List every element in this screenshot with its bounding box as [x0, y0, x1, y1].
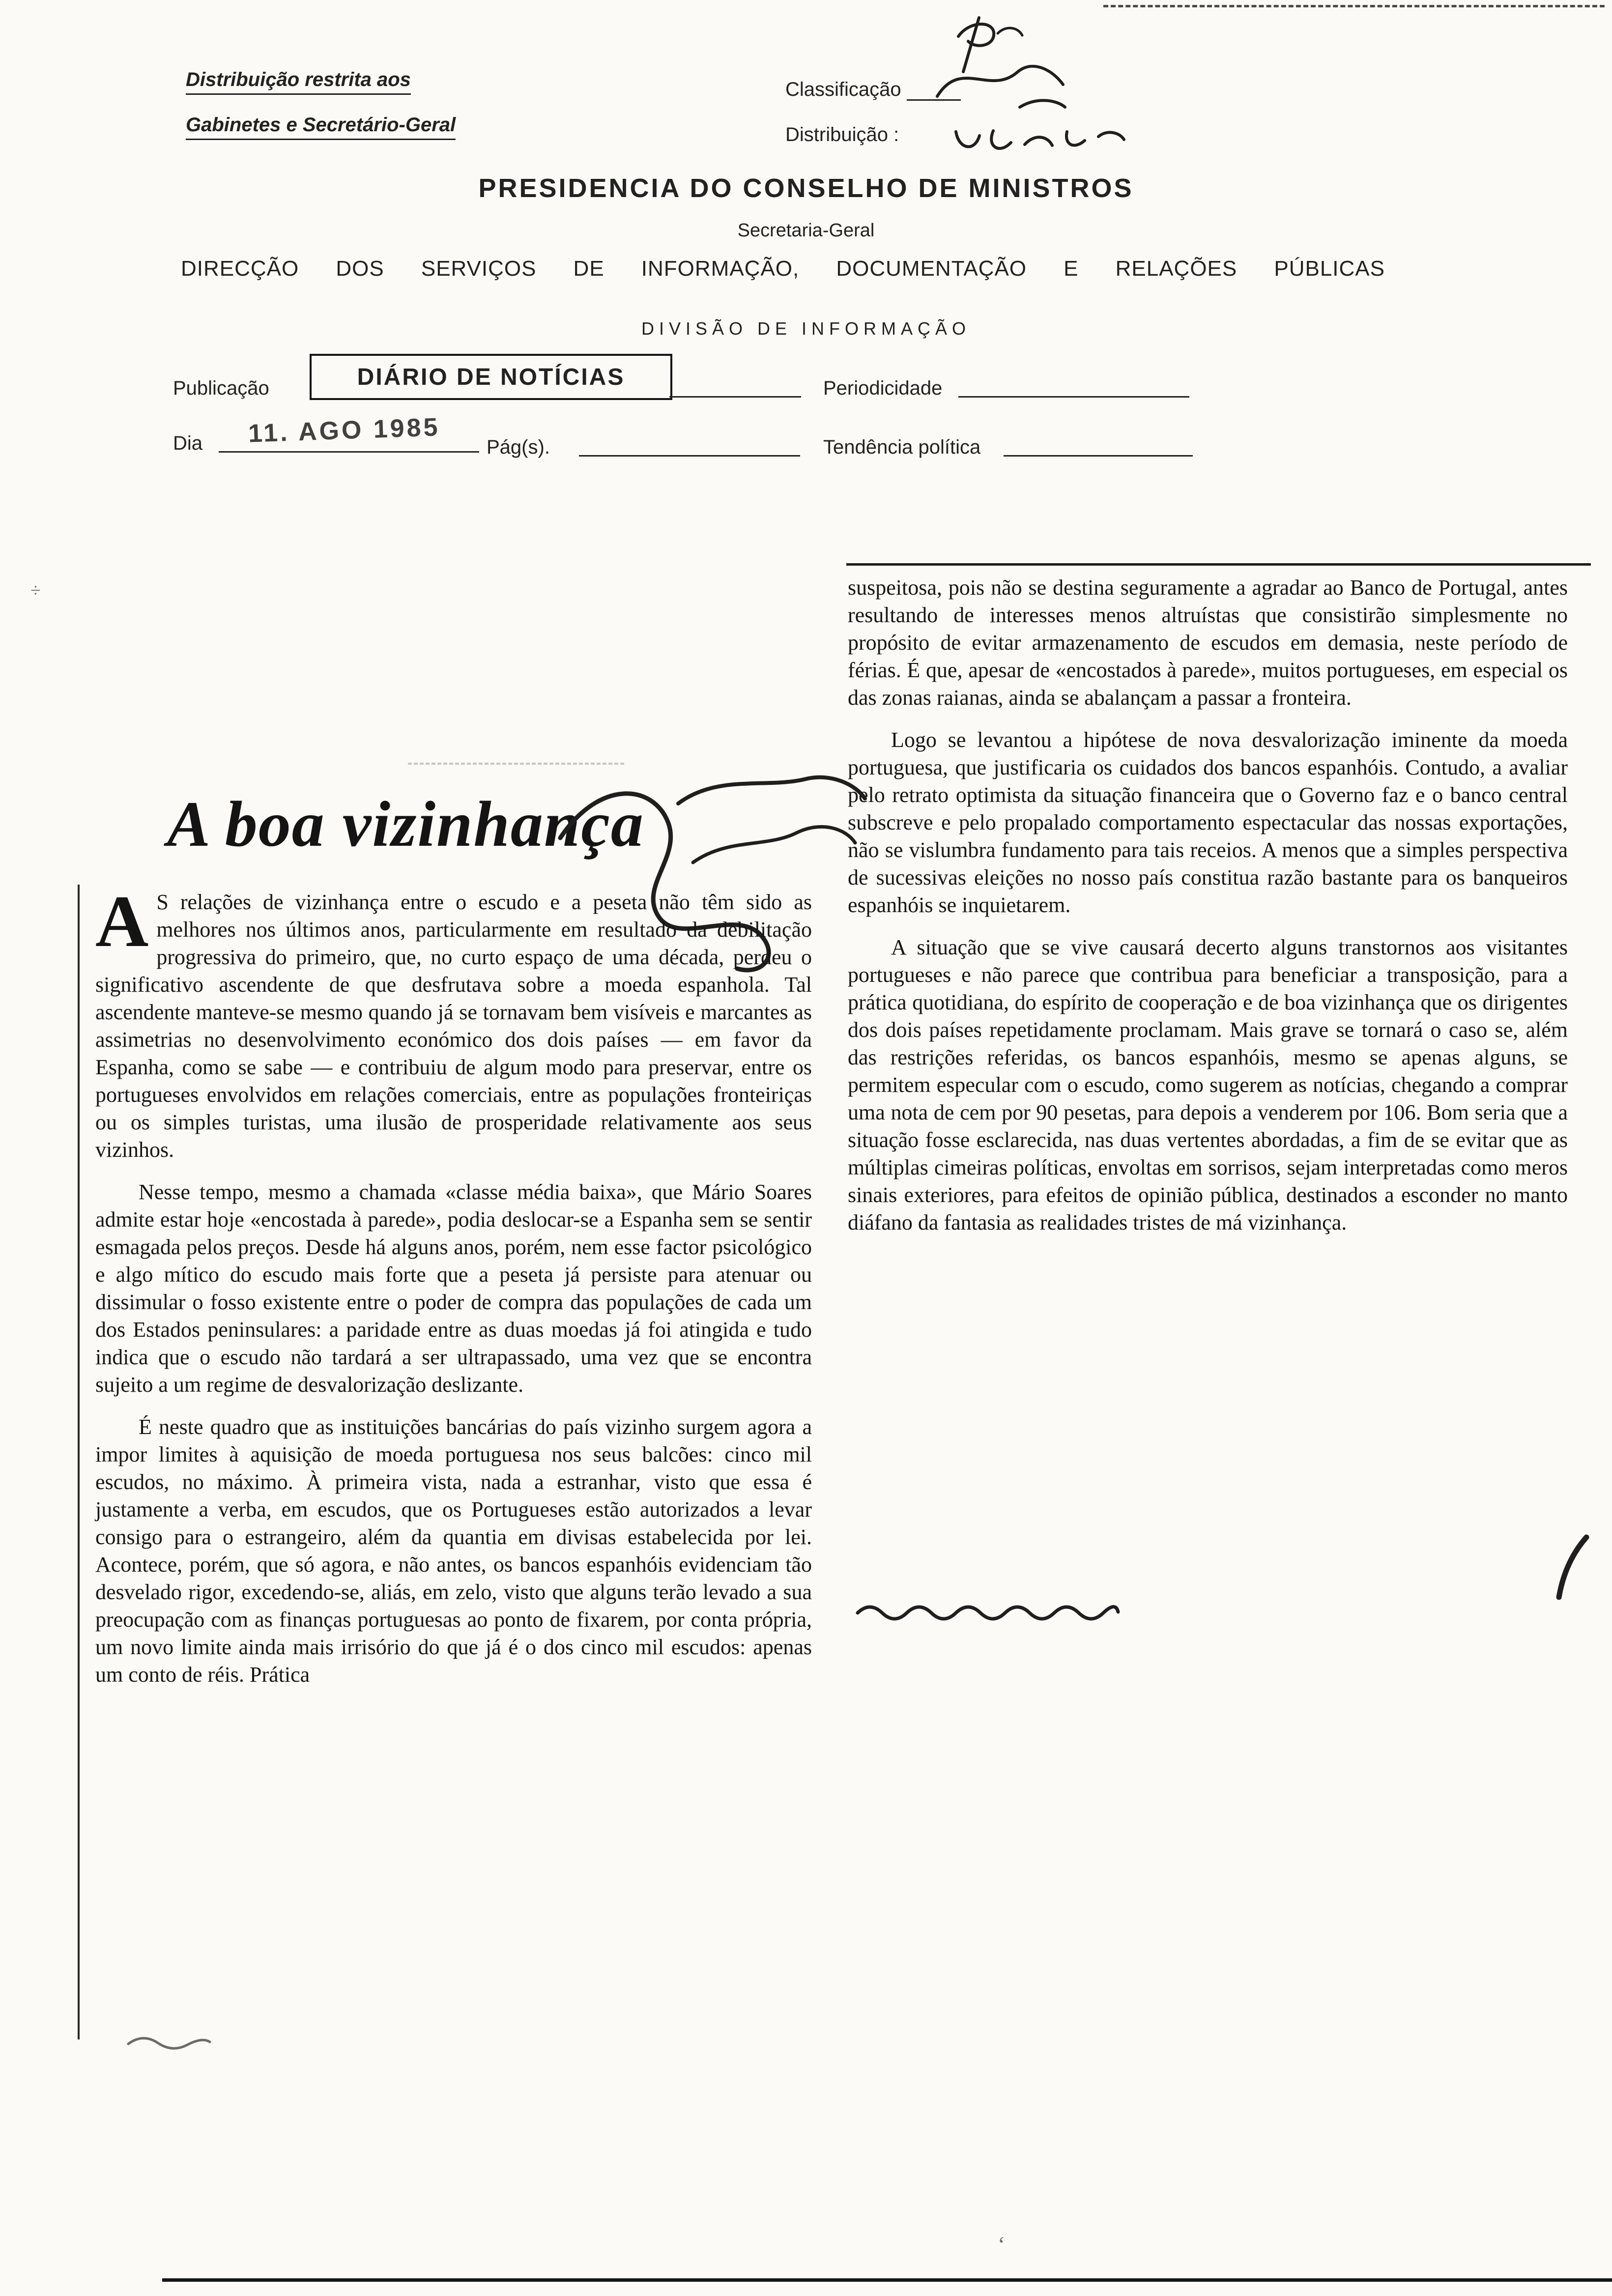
pags-label: Pág(s).	[487, 436, 550, 458]
article-paragraph: Logo se levantou a hipótese de nova desvalorização iminente da moeda portuguesa, que justificaria os cuidados dos bancos espanhóis. Contudo, a avaliar pelo retrato optimista da situação financeira que o Governo faz e o banco central subscreve e pelo propalado comportamento espectacular das nossas exportações, não se vislumbra fundamento para tais receios. A menos que a simples perspectiva de sucessivas eleições no nosso país constitua razão bastante para os banqueiros espanhóis se inquietarem.	[848, 728, 1568, 917]
bottom-left-smudge	[125, 2027, 214, 2057]
column-rule-left	[78, 885, 80, 2039]
org-subtitle: Secretaria-Geral	[737, 220, 875, 241]
classificacao-handwritten-scribble	[931, 49, 1069, 123]
tendencia-blank-line	[1004, 438, 1193, 457]
restriction-line-2	[186, 114, 456, 140]
stray-mark-left: ÷	[30, 580, 41, 601]
end-of-article-squiggle	[855, 1597, 1121, 1627]
distribuicao-handwritten-scribble	[951, 117, 1128, 176]
tendencia-label: Tendência política	[823, 436, 981, 458]
dia-label: Dia	[173, 432, 203, 454]
publicacao-label: Publicação	[173, 377, 269, 399]
drop-cap: A	[95, 881, 149, 962]
article-paragraph: A situação que se vive causará decerto alguns transtornos aos visitantes portugueses e não parece que contribua para beneficiar a transposição, para a prática quotidiana, do espírito de cooperação e de boa vizinhança que os dirigentes dos dois países repetidamente proclamam. Mais grave se tornará o caso se, além das restrições referidas, os bancos espanhóis, mesmo se apenas alguns, se permitem especular com o escudo, como sugerem as notícias, chegando a comprar uma nota de cem por 90 pesetas, para depois a venderem por 106. Bom seria que a situação fosse esclarecida, nas duas vertentes abordadas, a fim de se evitar que as múltiplas cimeiras políticas, envoltas em sorrisos, sejam interpretadas como meros sinais exteriores, para efeitos de opinião pública, destinados a esconder no manto diáfano da fantasia as realidades tristes de má vizinhança.	[848, 935, 1568, 1234]
pen-slash-mark	[1548, 1533, 1597, 1602]
distribuicao-label: Distribuição :	[785, 124, 899, 145]
torn-edge-dashes	[1103, 5, 1605, 7]
clipping-top-edge	[846, 563, 1591, 566]
stray-mark-bottom: ‘	[998, 2232, 1006, 2257]
article-paragraph: Nesse tempo, mesmo a chamada «classe média baixa», que Mário Soares admite estar hoje «encostada à parede», podia deslocar-se a Espanha sem se sentir esmagada pelos preços. Desde há alguns anos, porém, nem esse factor psicológico e algo mítico do escudo mais forte que a peseta já persiste para atenuar ou dissimular o fosso existente entre o poder de compra das populações de cada um dos Estados peninsulares: a paridade entre as duas moedas já foi atingida e tudo indica que o escudo não tardará a ser ultrapassado, uma vez que se encontra sujeito a um regime de desvalorização deslizante.	[95, 1180, 812, 1397]
article-column-right	[848, 574, 1568, 1251]
dia-value-stamp: 11. AGO 1985	[248, 413, 441, 448]
direction-line: DIRECÇÃO DOS SERVIÇOS DE INFORMAÇÃO, DOCUMENTAÇÃO E RELAÇÕES PÚBLICAS	[181, 257, 1385, 281]
article-headline: A boa vizinhança	[167, 788, 644, 860]
periodicidade-blank-line	[958, 379, 1189, 398]
classificacao-label: Classificação	[785, 79, 901, 100]
publicacao-blank-line	[669, 379, 801, 398]
lead-paragraph-text: S relações de vizinhança entre o escudo e a peseta não têm sido as melhores nos últimos anos, particularmente em resultado da debilitação progressiva do primeiro, que, no curto espaço de uma década, perdeu o significativo ascendente de que desfrutava sobre a moeda espanhola. Tal ascendente manteve-se mesmo quando já se tornavam bem visíveis e marcantes as assimetrias no desenvolvimento económico dos dois países — em favor da Espanha, como se sabe — e contribuiu de algum modo para preservar, entre os portugueses envolvidos em relações comerciais, entre as populações fronteiriças ou os simples turistas, uma ilusão de prosperidade relativamente aos seus vizinhos.	[95, 890, 812, 1162]
article-paragraph-lead	[95, 881, 812, 1164]
restriction-line-1	[186, 69, 411, 95]
division-line: DIVISÃO DE INFORMAÇÃO	[641, 318, 971, 339]
article-column-left	[95, 881, 812, 1703]
periodicidade-label: Periodicidade	[823, 377, 943, 399]
distribuicao-field	[785, 124, 899, 146]
pags-blank-line	[579, 438, 800, 457]
restriction-line-2-text: Gabinetes e Secretário-Geral	[186, 114, 456, 140]
publicacao-value-box	[310, 354, 672, 400]
restriction-line-1-text: Distribuição restrita aos	[186, 69, 411, 95]
org-title: PRESIDENCIA DO CONSELHO DE MINISTROS	[478, 173, 1134, 203]
page-bottom-edge	[162, 2278, 1612, 2282]
article-paragraph: É neste quadro que as instituições bancárias do país vizinho surgem agora a impor limites à aquisição de moeda portuguesa nos seus balcões: cinco mil escudos, no máximo. À primeira vista, nada a estranhar, visto que essa é justamente a verba, em escudos, que os Portugueses estão autorizados a levar consigo para o estrangeiro, além da quantia em divisas estabelecida por lei. Acontece, porém, que só agora, e não antes, os bancos espanhóis evidenciam tão desvelado rigor, excedendo-se, aliás, em zelo, visto que alguns terão levado a sua preocupação com as finanças portuguesas ao ponto de fixarem, por conta própria, um novo limite ainda mais irrisório do que já é o dos cinco mil escudos: apenas um conto de réis. Prática	[95, 1415, 812, 1687]
publicacao-value: DIÁRIO DE NOTÍCIAS	[357, 364, 625, 390]
article-paragraph: suspeitosa, pois não se destina seguramente a agradar ao Banco de Portugal, antes resultando de interesses menos altruístas que consistirão simplesmente no propósito de evitar armazenamento de escudos em demasia, neste período de férias. É que, apesar de «encostados à parede», muitos portugueses, em especial os das zonas raianas, ainda se abalançam a passar a fronteira.	[848, 575, 1568, 710]
